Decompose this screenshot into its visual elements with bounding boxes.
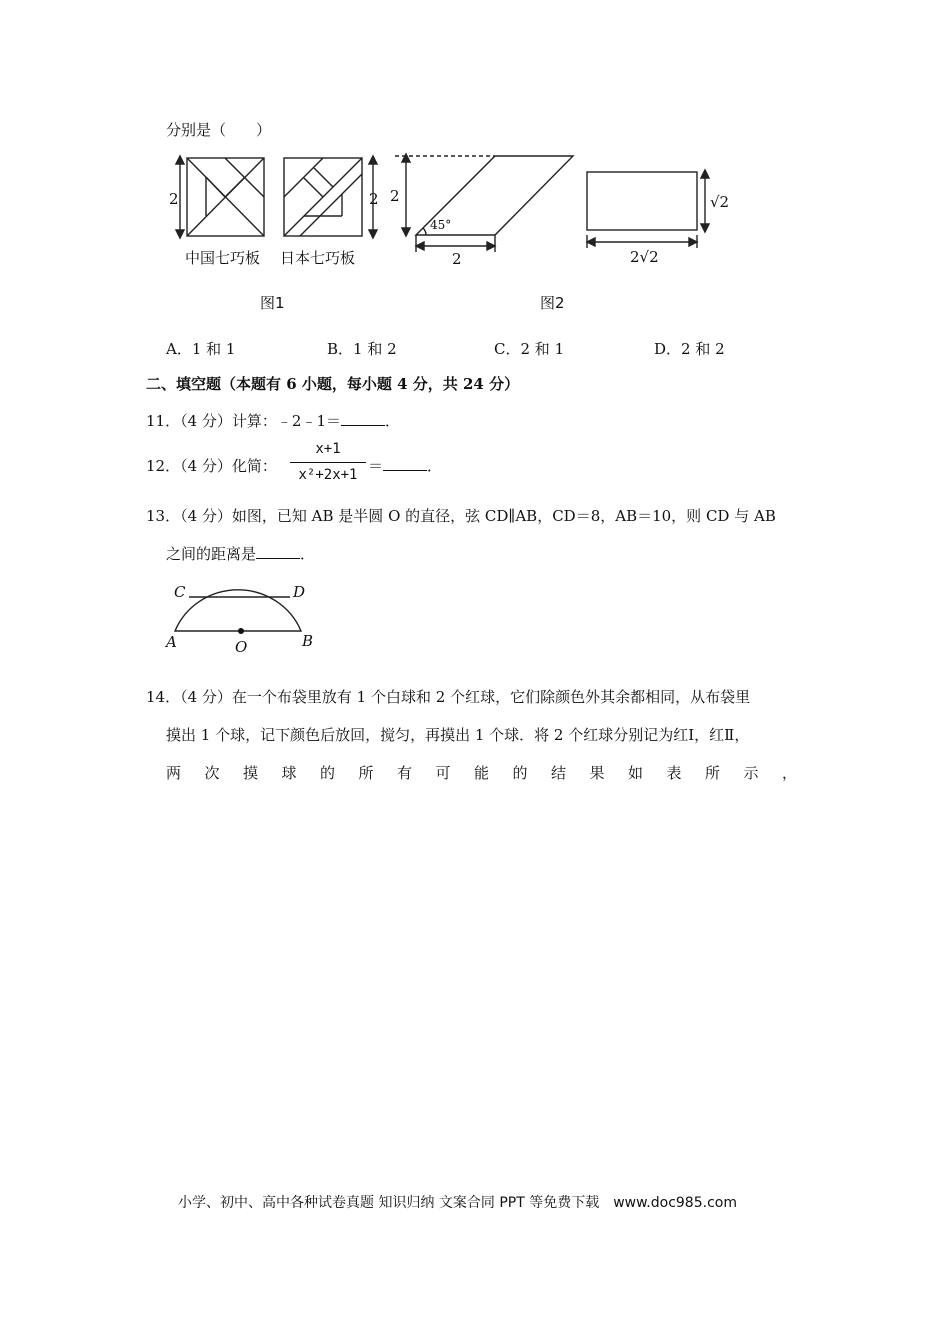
- spread-char: 所: [705, 764, 721, 782]
- equals-sign: ＝: [368, 457, 384, 475]
- option-letter: D．: [654, 340, 682, 358]
- rectangle-drawing: [587, 170, 709, 248]
- rect-height-label: √2: [710, 193, 730, 211]
- point-a-label: A: [166, 633, 177, 651]
- question-14: [146, 686, 750, 707]
- question-text: 之间的距离是: [166, 545, 257, 563]
- question-13: [146, 505, 776, 526]
- question-score: （4 分）: [180, 412, 232, 430]
- question-12: [146, 455, 277, 476]
- parallelogram-height-label: 2: [390, 187, 400, 205]
- spread-char: 两: [166, 764, 182, 782]
- question-end: ．: [385, 412, 401, 430]
- answer-blank: [256, 544, 300, 559]
- spread-char: 球: [281, 764, 297, 782]
- option-text: 2 和 1: [520, 340, 565, 358]
- question-continuation: 分别是（ ）: [166, 121, 272, 139]
- parallelogram-base-label: 2: [452, 250, 462, 268]
- question-14-line2: 摸出 1 个球，记下颜色后放回，搅匀，再摸出 1 个球．将 2 个红球分别记为红Ⅰ，红Ⅱ，: [166, 726, 750, 744]
- figure1-title: 图1: [260, 294, 285, 312]
- question-12-answer: [368, 455, 442, 476]
- question-score: （4 分）: [180, 688, 232, 706]
- question-14-line3: [166, 762, 821, 783]
- question-number: 13．: [146, 507, 181, 525]
- spread-char: 能: [474, 764, 490, 782]
- spread-char: 的: [320, 764, 336, 782]
- angle-label: 45°: [430, 218, 452, 232]
- spread-char: 示: [743, 764, 759, 782]
- point-c-label: C: [174, 583, 186, 601]
- point-d-label: D: [293, 583, 306, 601]
- point-o-label: O: [235, 638, 248, 656]
- rect-width-label: 2√2: [630, 248, 659, 266]
- option-text: 1 和 1: [191, 340, 236, 358]
- china-tangram-drawing: [176, 156, 264, 238]
- question-11: [146, 410, 400, 431]
- option-text: 2 和 2: [681, 340, 725, 358]
- china-dim-label: 2: [169, 190, 179, 208]
- question-number: 11．: [146, 412, 181, 430]
- japan-dim-label: 2: [369, 190, 379, 208]
- fraction-numerator: x+1: [315, 441, 341, 457]
- option-d: [654, 338, 725, 359]
- answer-blank: [341, 411, 385, 426]
- spread-char: 的: [512, 764, 528, 782]
- question-score: （4 分）: [180, 507, 232, 525]
- spread-char: 次: [204, 764, 220, 782]
- question-score: （4 分）: [180, 457, 232, 475]
- spread-char: 摸: [243, 764, 259, 782]
- caption-japan-tangram: 日本七巧板: [280, 249, 356, 267]
- semicircle-figure: [160, 565, 320, 645]
- fraction-denominator: x²+2x+1: [298, 467, 358, 483]
- question-end: ．: [427, 457, 443, 475]
- question-number: 14．: [146, 688, 181, 706]
- option-a: [166, 338, 235, 359]
- option-letter: A．: [166, 340, 192, 358]
- option-letter: B．: [327, 340, 354, 358]
- caption-china-tangram: 中国七巧板: [185, 249, 261, 267]
- spread-char: ，: [782, 764, 798, 782]
- point-b-label: B: [302, 632, 314, 650]
- option-text: 1 和 2: [353, 340, 397, 358]
- option-c: [494, 338, 564, 359]
- parallelogram-drawing: [395, 154, 573, 252]
- answer-blank: [383, 456, 427, 471]
- japan-tangram-drawing: [284, 156, 377, 238]
- fraction-bar: [290, 462, 366, 463]
- question-13-line2: [166, 543, 315, 564]
- question-text: 如图，已知 AB 是半圆 O 的直径，弦 CD∥AB，CD＝8，AB＝10，则 CD 与 AB: [231, 507, 776, 525]
- figure2-title: 图2: [540, 294, 565, 312]
- tangram-figures: [0, 140, 950, 460]
- question-text: 化简：: [231, 457, 277, 475]
- spread-char: 所: [358, 764, 374, 782]
- spread-char: 结: [551, 764, 567, 782]
- option-b: [327, 338, 397, 359]
- spread-char: 表: [666, 764, 682, 782]
- spread-char: 有: [397, 764, 413, 782]
- spread-char: 果: [589, 764, 605, 782]
- option-letter: C．: [494, 340, 521, 358]
- question-text: 计算：﹣2﹣1＝: [231, 412, 341, 430]
- spread-char: 可: [435, 764, 451, 782]
- question-end: ．: [300, 545, 316, 563]
- section-heading: 二、填空题（本题有 6 小题，每小题 4 分，共 24 分）: [146, 375, 520, 393]
- question-text: 在一个布袋里放有 1 个白球和 2 个红球，它们除颜色外其余都相同，从布袋里: [231, 688, 751, 706]
- question-number: 12．: [146, 457, 181, 475]
- page-footer: 小学、初中、高中各种试卷真题 知识归纳 文案合同 PPT 等免费下载 www.doc985.com: [178, 1195, 737, 1211]
- spread-char: 如: [628, 764, 644, 782]
